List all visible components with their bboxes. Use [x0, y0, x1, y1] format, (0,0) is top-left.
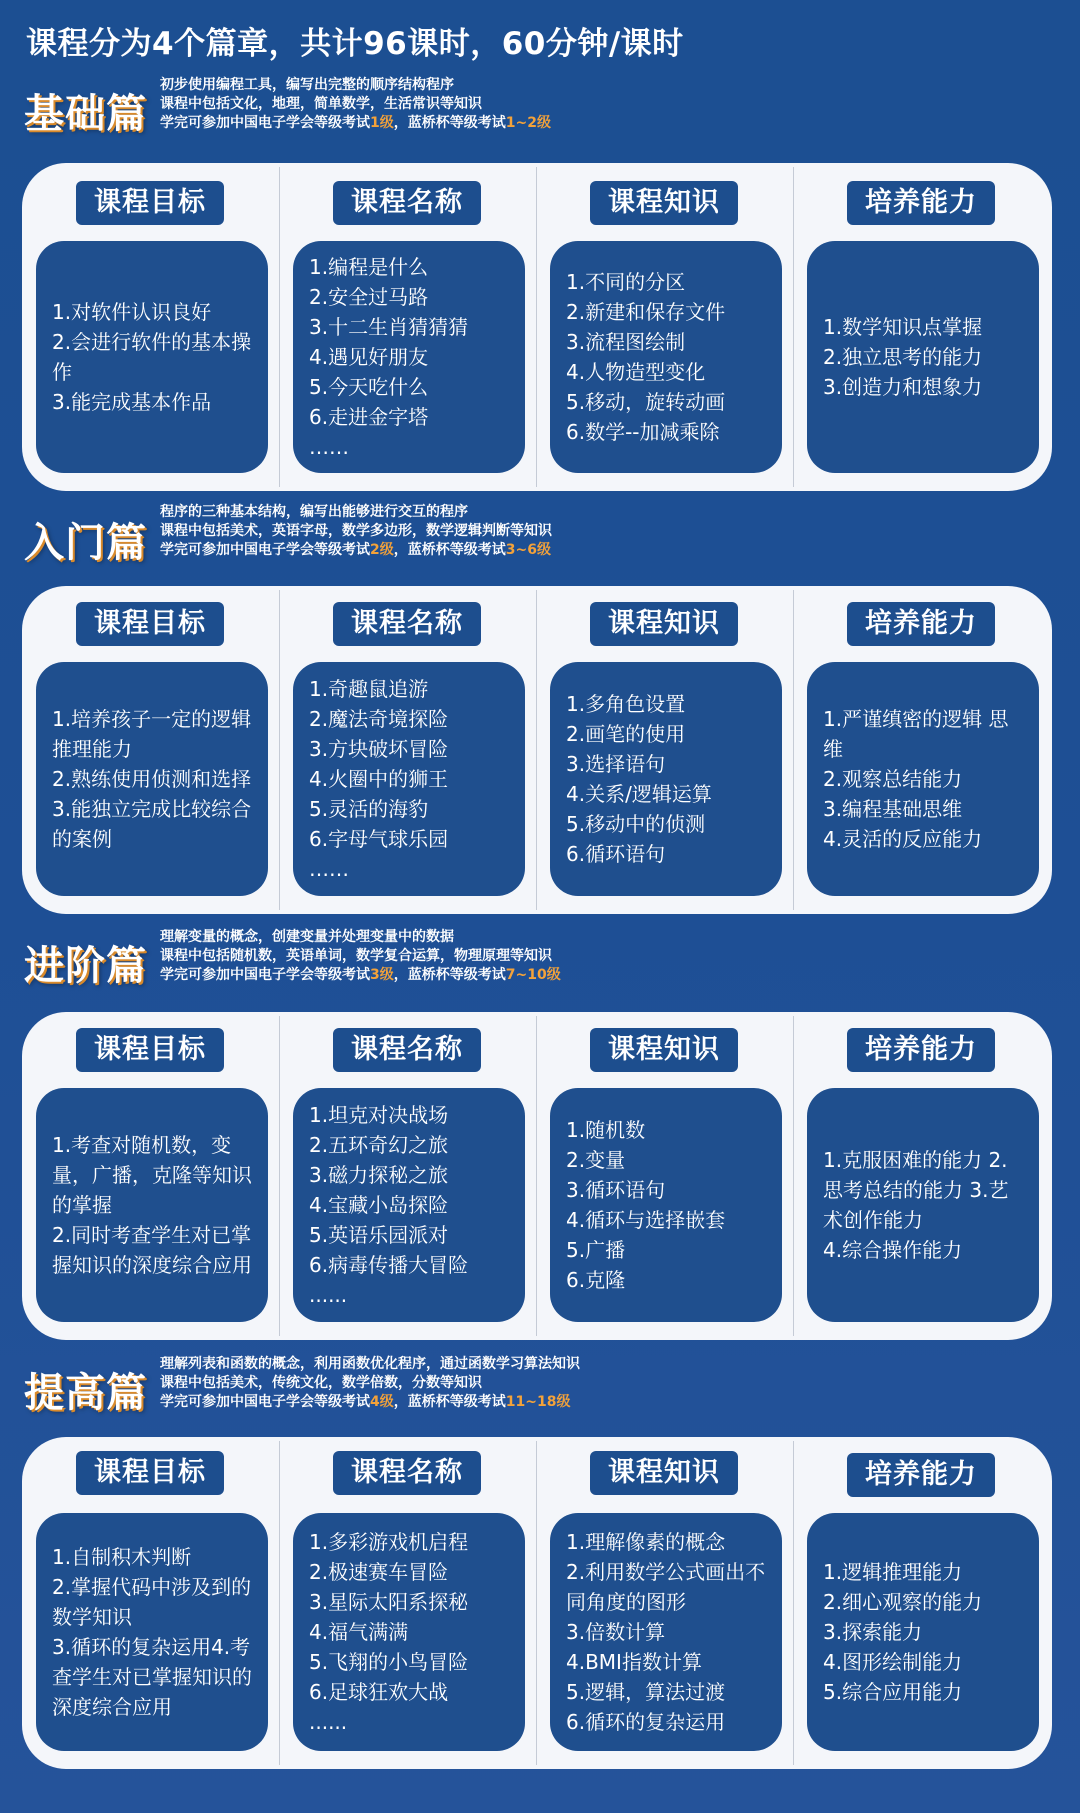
- section-name: 进阶篇: [24, 943, 147, 989]
- exam-line: 学完可参加中国电子学会等级考试2级，蓝桥杯等级考试3~6级: [160, 542, 551, 558]
- section-name: 提高篇: [24, 1370, 147, 1416]
- section-header-improve: [0, 1355, 1080, 1425]
- column-goals: [22, 1012, 278, 1340]
- column-text: 1.逻辑推理能力 2.细心观察的能力 3.探索能力 4.图形绘制能力 5.综合应用能力: [823, 1560, 983, 1704]
- column-goals: [22, 1437, 278, 1769]
- column-text: 1.培养孩子一定的逻辑推理能力 2.熟练使用侦测和选择 3.能独立完成比较综合的案例: [52, 707, 252, 851]
- column-knowledge: [536, 163, 792, 491]
- column-text: 1.严谨缜密的逻辑 思维 2.观察总结能力 3.编程基础思维 4.灵活的反应能力: [823, 707, 1009, 851]
- column-body: [293, 662, 525, 896]
- exam-line: 学完可参加中国电子学会等级考试3级，蓝桥杯等级考试7~10级: [160, 967, 561, 983]
- column-course-names: [279, 163, 535, 491]
- column-header: 课程名称: [333, 181, 481, 225]
- column-text: 1.不同的分区 2.新建和保存文件 3.流程图绘制 4.人物造型变化 5.移动，旋转动画 6.数学--加减乘除: [566, 270, 726, 444]
- column-body: [36, 662, 268, 896]
- column-header: 课程知识: [590, 1451, 738, 1495]
- column-header: 培养能力: [847, 1028, 995, 1072]
- exam-level: 1级: [370, 115, 394, 131]
- section-description: [160, 1355, 580, 1412]
- column-body: [550, 1088, 782, 1322]
- exam-level: 3级: [370, 967, 394, 983]
- desc-line: 理解列表和函数的概念，利用函数优化程序，通过函数学习算法知识: [160, 1356, 580, 1372]
- column-text: 1.理解像素的概念 2.利用数学公式画出不同角度的图形 3.倍数计算 4.BMI指数计算 5.逻辑，算法过渡 6.循环的复杂运用: [566, 1530, 766, 1734]
- column-body: [807, 241, 1039, 473]
- desc-line: 课程中包括美术，传统文化，数学倍数，分数等知识: [160, 1375, 482, 1391]
- column-header: 课程名称: [333, 602, 481, 646]
- column-header: 培养能力: [847, 1453, 995, 1497]
- column-knowledge: [536, 586, 792, 914]
- column-text: 1.克服困难的能力 2.思考总结的能力 3.艺术创作能力 4.综合操作能力: [823, 1148, 1009, 1262]
- column-goals: [22, 586, 278, 914]
- section-header-advanced: [0, 928, 1080, 998]
- desc-line: 初步使用编程工具，编写出完整的顺序结构程序: [160, 77, 454, 93]
- column-header: 课程知识: [590, 1028, 738, 1072]
- column-knowledge: [536, 1012, 792, 1340]
- column-body: [807, 1088, 1039, 1322]
- column-text: 1.多角色设置 2.画笔的使用 3.选择语句 4.关系/逻辑运算 5.移动中的侦测 6.循环语句: [566, 692, 712, 866]
- desc-line: 课程中包括美术，英语字母，数学多边形，数学逻辑判断等知识: [160, 523, 552, 539]
- column-course-names: [279, 1012, 535, 1340]
- column-knowledge: [536, 1437, 792, 1769]
- desc-line: 课程中包括随机数，英语单词，数学复合运算，物理原理等知识: [160, 948, 552, 964]
- column-body: [293, 1513, 525, 1751]
- section-name: 入门篇: [24, 520, 147, 566]
- column-body: [807, 1513, 1039, 1751]
- section-description: [160, 76, 551, 133]
- section-card-improve: [22, 1437, 1052, 1769]
- column-body: [293, 1088, 525, 1322]
- section-header-intro: [0, 503, 1080, 573]
- column-course-names: [279, 586, 535, 914]
- lanqiao-level: 7~10级: [505, 967, 561, 983]
- column-header: 课程目标: [76, 1451, 224, 1495]
- column-header: 培养能力: [847, 181, 995, 225]
- column-text: 1.编程是什么 2.安全过马路 3.十二生肖猜猜猜 4.遇见好朋友 5.今天吃什么 6.走进金字塔 ……: [309, 255, 469, 459]
- section-description: [160, 503, 552, 560]
- column-body: [36, 1513, 268, 1751]
- column-body: [807, 662, 1039, 896]
- lanqiao-level: 3~6级: [505, 542, 551, 558]
- lanqiao-level: 11~18级: [505, 1394, 571, 1410]
- column-text: 1.多彩游戏机启程 2.极速赛车冒险 3.星际太阳系探秘 4.福气满满 5.飞翔的小鸟冒险 6.足球狂欢大战 ......: [309, 1530, 469, 1734]
- section-header-basic: [0, 76, 1080, 146]
- exam-level: 2级: [370, 542, 394, 558]
- lanqiao-level: 1~2级: [505, 115, 551, 131]
- desc-line: 课程中包括文化，地理，简单数学，生活常识等知识: [160, 96, 482, 112]
- column-header: 课程目标: [76, 1028, 224, 1072]
- column-abilities: [793, 1437, 1049, 1769]
- column-header: 课程知识: [590, 602, 738, 646]
- exam-line: 学完可参加中国电子学会等级考试1级，蓝桥杯等级考试1~2级: [160, 115, 551, 131]
- section-card-intro: [22, 586, 1052, 914]
- section-card-advanced: [22, 1012, 1052, 1340]
- column-body: [36, 1088, 268, 1322]
- column-body: [36, 241, 268, 473]
- column-text: 1.奇趣鼠追游 2.魔法奇境探险 3.方块破坏冒险 4.火圈中的狮王 5.灵活的海豹 6.字母气球乐园 ……: [309, 677, 449, 881]
- column-body: [550, 1513, 782, 1751]
- column-text: 1.坦克对决战场 2.五环奇幻之旅 3.磁力探秘之旅 4.宝藏小岛探险 5.英语乐园派对 6.病毒传播大冒险 ......: [309, 1103, 469, 1307]
- column-header: 课程名称: [333, 1451, 481, 1495]
- exam-line: 学完可参加中国电子学会等级考试4级，蓝桥杯等级考试11~18级: [160, 1394, 571, 1410]
- column-body: [550, 662, 782, 896]
- column-text: 1.对软件认识良好 2.会进行软件的基本操作 3.能完成基本作品: [52, 300, 252, 414]
- exam-level: 4级: [370, 1394, 394, 1410]
- column-text: 1.考查对随机数，变量，广播，克隆等知识的掌握 2.同时考查学生对已掌握知识的深度综合应用: [52, 1133, 252, 1277]
- desc-line: 理解变量的概念，创建变量并处理变量中的数据: [160, 929, 454, 945]
- column-abilities: [793, 163, 1049, 491]
- column-course-names: [279, 1437, 535, 1769]
- column-abilities: [793, 1012, 1049, 1340]
- page-title: 课程分为4个篇章，共计96课时，60分钟/课时: [26, 26, 684, 62]
- column-body: [550, 241, 782, 473]
- column-text: 1.数学知识点掌握 2.独立思考的能力 3.创造力和想象力: [823, 315, 983, 399]
- section-card-basic: [22, 163, 1052, 491]
- column-goals: [22, 163, 278, 491]
- column-text: 1.自制积木判断 2.掌握代码中涉及到的数学知识 3.循环的复杂运用4.考查学生对已掌握知识的深度综合应用: [52, 1545, 252, 1719]
- column-header: 课程目标: [76, 181, 224, 225]
- section-description: [160, 928, 561, 985]
- column-abilities: [793, 586, 1049, 914]
- column-header: 课程目标: [76, 602, 224, 646]
- column-text: 1.随机数 2.变量 3.循环语句 4.循环与选择嵌套 5.广播 6.克隆: [566, 1118, 726, 1292]
- desc-line: 程序的三种基本结构，编写出能够进行交互的程序: [160, 504, 468, 520]
- section-name: 基础篇: [24, 91, 147, 137]
- column-header: 培养能力: [847, 602, 995, 646]
- column-body: [293, 241, 525, 473]
- column-header: 课程名称: [333, 1028, 481, 1072]
- column-header: 课程知识: [590, 181, 738, 225]
